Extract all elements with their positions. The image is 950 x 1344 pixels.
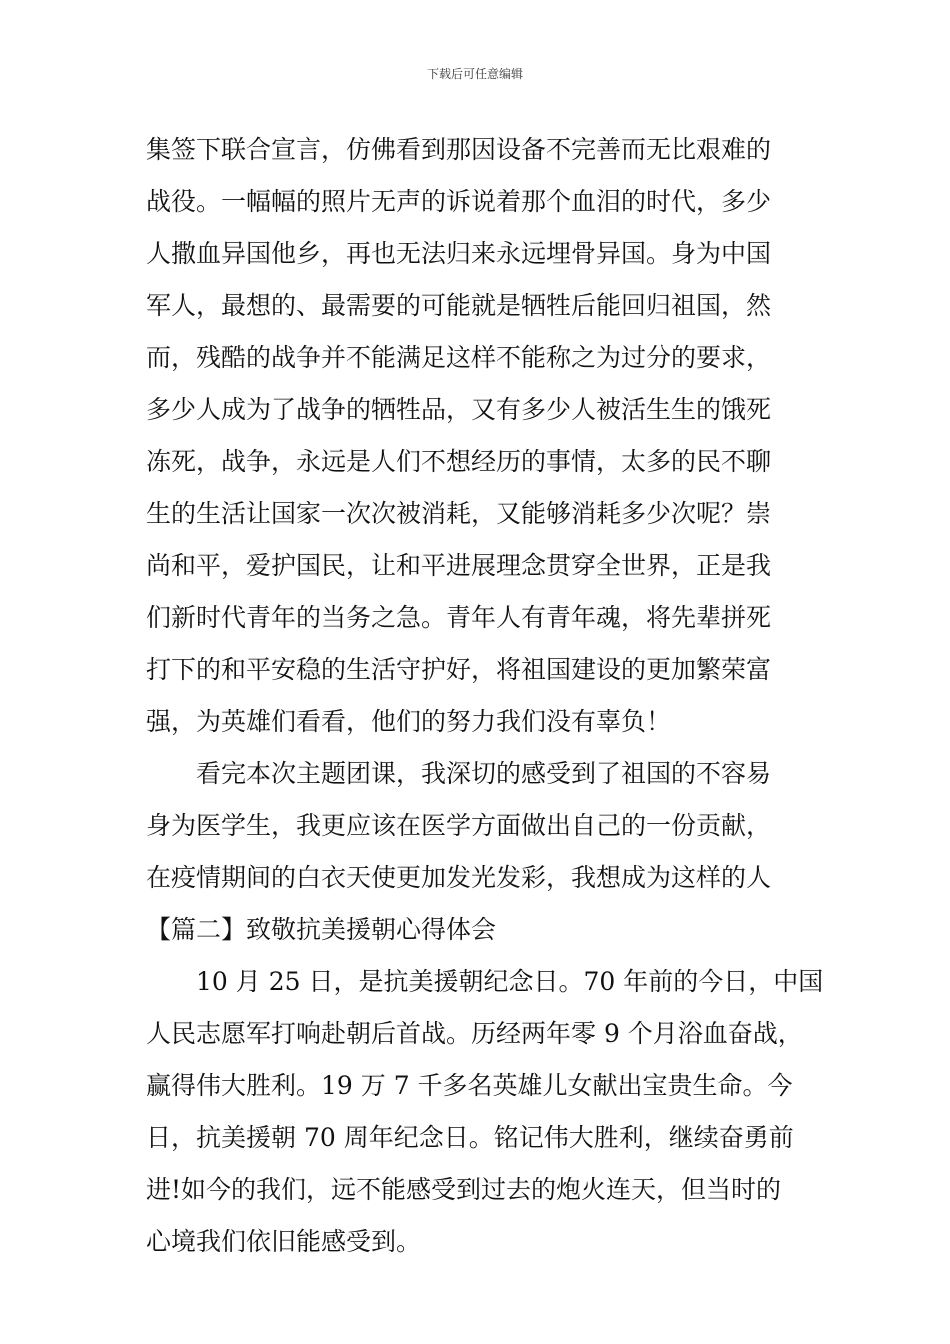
text-line: 多少人成为了战争的牺牲品，又有多少人被活生生的饿死 xyxy=(146,395,772,424)
document-body xyxy=(146,124,824,1268)
text-line: 在疫情期间的白衣天使更加发光发彩，我想成为这样的人 xyxy=(146,863,772,892)
text-line: 日，抗美援朝 70 周年纪念日。铭记伟大胜利，继续奋勇前 xyxy=(146,1123,794,1152)
text-line: 而，残酷的战争并不能满足这样不能称之为过分的要求， xyxy=(146,343,772,372)
text-line: 身为医学生，我更应该在医学方面做出自己的一份贡献， xyxy=(146,811,772,840)
text-line: 看完本次主题团课，我深切的感受到了祖国的不容易 xyxy=(196,759,772,788)
text-line: 战役。一幅幅的照片无声的诉说着那个血泪的时代，多少 xyxy=(146,187,772,216)
text-line: 进!如今的我们，远不能感受到过去的炮火连天，但当时的 xyxy=(146,1175,782,1204)
text-line: 强，为英雄们看看，他们的努力我们没有辜负！ xyxy=(146,707,672,736)
section-title xyxy=(146,904,818,956)
text-line: 人撒血异国他乡，再也无法归来永远埋骨异国。身为中国 xyxy=(146,239,772,268)
text-line: 生的生活让国家一次次被消耗，又能够消耗多少次呢？崇 xyxy=(146,499,772,528)
paragraph-3 xyxy=(146,956,824,1268)
section-heading: 【篇二】致敬抗美援朝心得体会 xyxy=(146,915,497,944)
text-line: 军人，最想的、最需要的可能就是牺牲后能回归祖国，然 xyxy=(146,291,772,320)
text-line: 尚和平，爱护国民，让和平进展理念贯穿全世界，正是我 xyxy=(146,551,772,580)
text-line: 赢得伟大胜利。19 万 7 千多名英雄儿女献出宝贵生命。今 xyxy=(146,1071,793,1100)
text-line: 打下的和平安稳的生活守护好，将祖国建设的更加繁荣富 xyxy=(146,655,772,684)
text-line: 10 月 25 日，是抗美援朝纪念日。70 年前的今日，中国 xyxy=(196,967,824,996)
text-line: 冻死，战争，永远是人们不想经历的事情，太多的民不聊 xyxy=(146,447,772,476)
page-header: 下载后可任意编辑 xyxy=(426,67,523,81)
text-line: 人民志愿军打响赴朝后首战。历经两年零 9 个月浴血奋战， xyxy=(146,1019,803,1048)
text-line: 集签下联合宣言，仿佛看到那因设备不完善而无比艰难的 xyxy=(146,135,772,164)
paragraph-2 xyxy=(146,748,818,904)
text-line: 们新时代青年的当务之急。青年人有青年魂，将先辈拼死 xyxy=(146,603,772,632)
paragraph-1 xyxy=(146,124,818,748)
text-line: 心境我们依旧能感受到。 xyxy=(146,1227,422,1256)
